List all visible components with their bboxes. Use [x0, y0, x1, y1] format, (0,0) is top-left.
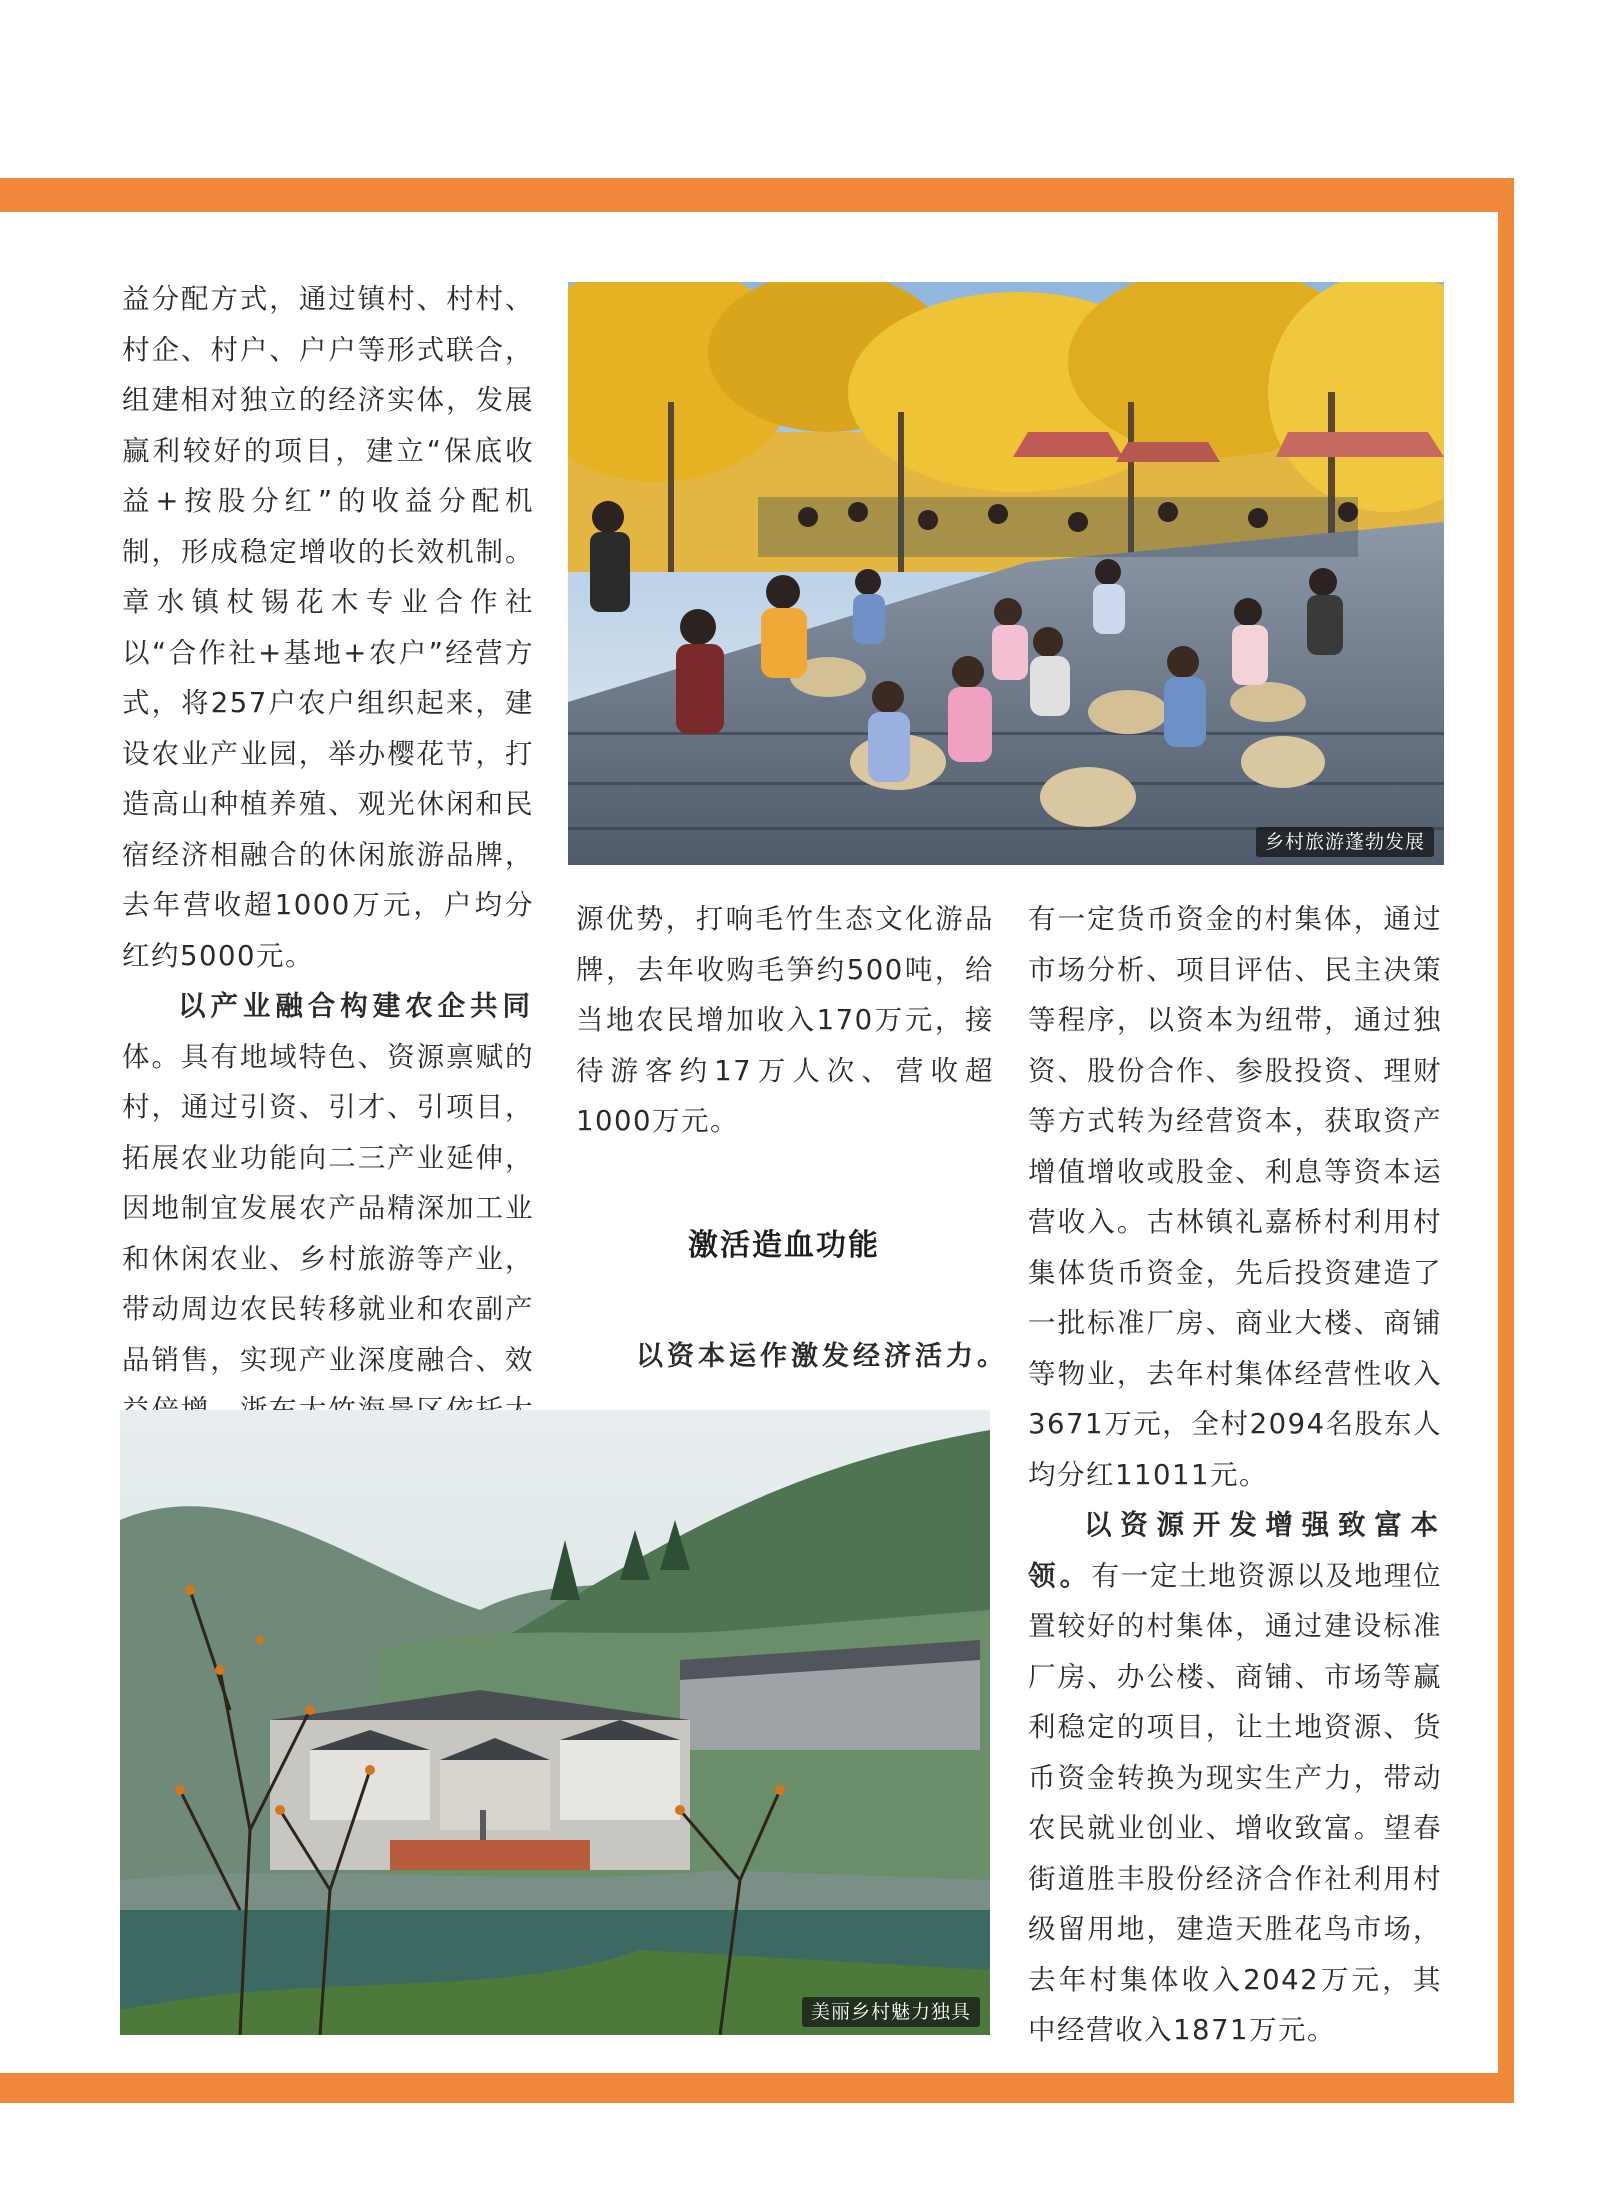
village-landscape-illustration: [120, 1410, 990, 2035]
frame-bottom-bar: [0, 2073, 1514, 2103]
bottom-photo-caption: 美丽乡村魅力独具: [802, 1997, 980, 2027]
right-lead-phrase: 以资源开发增强致富本领。: [1028, 1509, 1442, 1592]
right-paragraph-1: 有一定货币资金的村集体，通过市场分析、项目评估、民主决策等程序，以资本为纽带，通过独资、股份合作、参股投资、理财等方式转为经营资本，获取资产增值增收或股金、利息等资本运营收入。古林镇礼嘉桥村利用村集体货币资金，先后投资建造了一批标准厂房、商业大楼、商铺等物业，去年村集体经营性收入3671万元，全村2094名股东人均分红11011元。: [1028, 903, 1442, 1491]
right-column: [1028, 894, 1442, 2056]
tourism-festival-photo: [568, 282, 1444, 865]
top-photo-caption: 乡村旅游蓬勃发展: [1256, 827, 1434, 857]
section-heading: 激活造血功能: [688, 1228, 880, 1263]
left-paragraph-1: 益分配方式，通过镇村、村村、村企、村户、户户等形式联合，组建相对独立的经济实体，发展赢利较好的项目，建立“保底收益+按股分红”的收益分配机制，形成稳定增收的长效机制。章水镇杖锡花木专业合作社以“合作社+基地+农户”经营方式，将257户农户组织起来，建设农业产业园，举办樱花节，打造高山种植养殖、观光休闲和民宿经济相融合的休闲旅游品牌，去年营收超1000万元，户均分红约5000元。: [122, 283, 534, 972]
left-paragraph-2-text: 体。具有地域特色、资源禀赋的村，通过引资、引才、引项目，拓展农业功能向二三产业延伸，因地制宜发展农产品精深加工业和休闲农业、乡村旅游等产业，带动周边农民转移就业和农副产品销售，实现产业深度融合、效: [122, 1040, 534, 1376]
frame-right-bar: [1498, 178, 1514, 2103]
right-paragraph-2: [1028, 1500, 1442, 2056]
section-lead-phrase: 以资本运作激发经济活力。: [636, 1341, 1008, 1372]
left-lead-phrase: 以产业融合构建农企共同: [178, 990, 534, 1022]
village-landscape-photo: [120, 1410, 990, 2035]
middle-column: [576, 894, 994, 1147]
frame-top-bar: [0, 178, 1514, 212]
middle-paragraph-1: 源优势，打响毛竹生态文化游品牌，去年收购毛笋约500吨，给当地农民增加收入170万元，接待游客约17万人次、营收超1000万元。: [576, 903, 994, 1137]
tourism-festival-illustration: [568, 282, 1444, 865]
left-column: [122, 274, 534, 1486]
right-paragraph-2-text: 有一定土地资源以及地理位置较好的村集体，通过建设标准厂房、办公楼、商铺、市场等赢利稳定的项目，让土地资源、货币资金转换为现实生产力，带动农民就业创业、增收致富。望春街道胜丰股份经济合作社利用村级留用地，建造天胜花鸟市场，去年村集体收入2042万元，其中经营收入1871万元。: [1028, 1559, 1443, 2046]
